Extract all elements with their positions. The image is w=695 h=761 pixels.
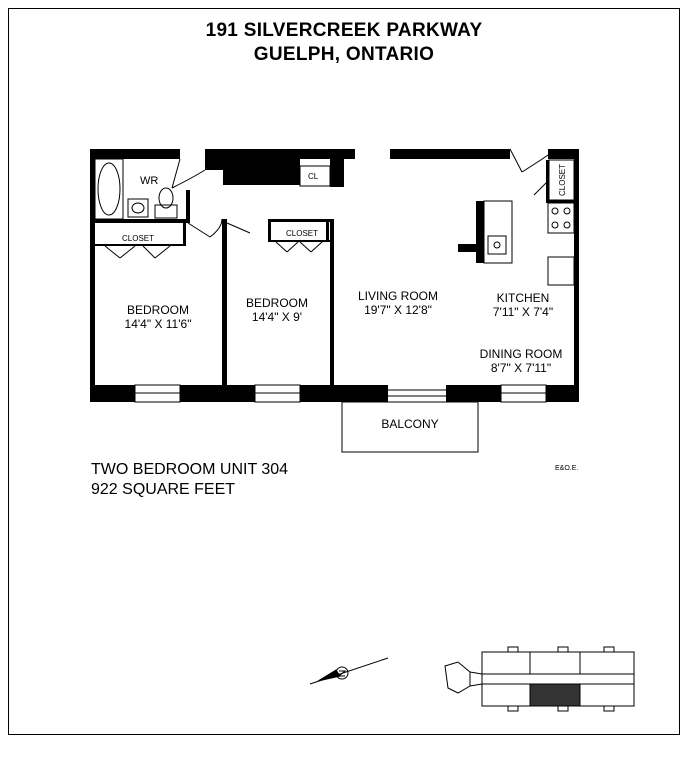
bedroom1-name: BEDROOM (126, 303, 190, 317)
balcony-label: BALCONY (381, 417, 439, 431)
address-line-2: GUELPH, ONTARIO (253, 44, 435, 65)
living-room-name: LIVING ROOM (357, 289, 439, 303)
unit-area: 922 SQUARE FEET (91, 481, 236, 498)
bedroom2-size: 14'4" X 9' (251, 310, 303, 324)
closet-left-label: CLOSET (122, 234, 155, 243)
dining-room-name: DINING ROOM (479, 347, 563, 361)
address-line-1: 191 SILVERCREEK PARKWAY (205, 20, 483, 41)
building-keyplan-icon (445, 647, 634, 711)
wr-label: WR (140, 175, 159, 187)
cl-label: CL (308, 172, 319, 181)
living-room-size: 19'7" X 12'8" (364, 303, 432, 317)
unit-name: TWO BEDROOM UNIT 304 (91, 461, 289, 478)
kitchen-name: KITCHEN (496, 291, 550, 305)
bedroom1-size: 14'4" X 11'6" (124, 317, 192, 331)
closet-right-label: CLOSET (558, 163, 567, 196)
dining-room-size: 8'7" X 7'11" (490, 361, 552, 375)
compass-icon (310, 658, 388, 684)
closet-middle-label: CLOSET (286, 229, 319, 238)
disclaimer: E&O.E. (555, 465, 579, 472)
bedroom2-name: BEDROOM (245, 296, 309, 310)
kitchen-size: 7'11" X 7'4" (492, 305, 554, 319)
